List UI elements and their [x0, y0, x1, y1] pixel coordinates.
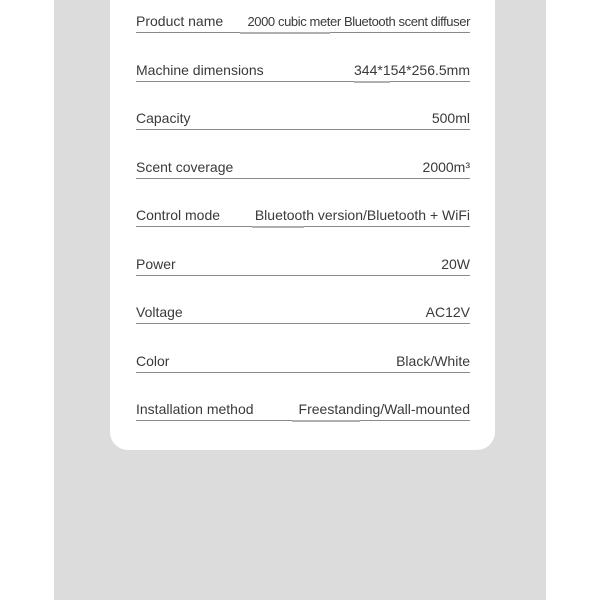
row-accent-line [292, 420, 360, 422]
spec-label: Control mode [136, 207, 221, 223]
spec-row-power [136, 250, 470, 276]
spec-value: Black/White [396, 353, 470, 369]
spec-value: Freestanding/Wall-mounted [298, 401, 470, 417]
spec-row-control-mode [136, 201, 470, 227]
spec-value: 344*154*256.5mm [354, 62, 470, 78]
spec-row-color [136, 347, 470, 373]
row-accent-line [354, 81, 390, 83]
spec-row-capacity [136, 104, 470, 130]
row-accent-line [252, 226, 304, 228]
spec-label: Voltage [136, 304, 183, 320]
spec-row-voltage [136, 298, 470, 324]
spec-row-scent-coverage [136, 153, 470, 179]
spec-label: Capacity [136, 110, 191, 126]
spec-value: 2000 cubic meter Bluetooth scent diffuser [247, 14, 470, 29]
spec-value: Bluetooth version/Bluetooth + WiFi [254, 207, 470, 223]
spec-label: Machine dimensions [136, 62, 264, 78]
spec-value: AC12V [425, 304, 470, 320]
spec-label: Power [136, 256, 176, 272]
spec-label: Color [136, 353, 170, 369]
spec-label: Installation method [136, 401, 254, 417]
spec-row-machine-dimensions [136, 56, 470, 82]
spec-label: Product name [136, 13, 224, 29]
row-accent-line [240, 32, 330, 34]
spec-value: 500ml [431, 110, 470, 126]
spec-value: 20W [441, 256, 470, 272]
spec-row-product-name [136, 7, 470, 33]
spec-label: Scent coverage [136, 159, 234, 175]
spec-row-installation-method [136, 395, 470, 421]
spec-value: 2000m³ [422, 159, 470, 175]
